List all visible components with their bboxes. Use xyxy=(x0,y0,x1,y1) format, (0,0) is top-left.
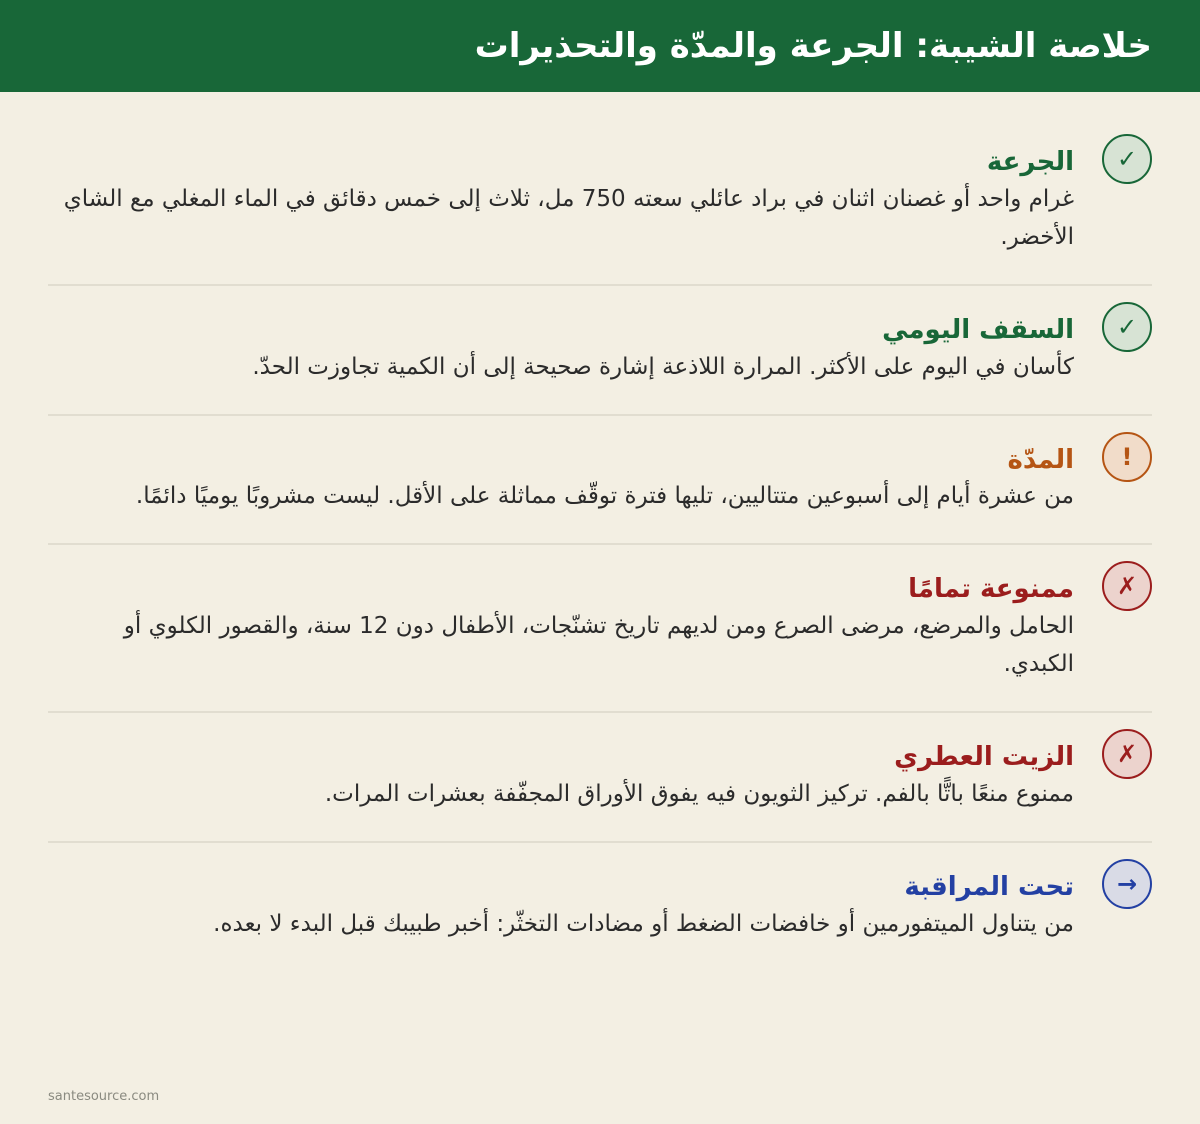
list-item xyxy=(48,300,1152,416)
item-content xyxy=(213,857,1074,943)
check-icon: ✓ xyxy=(1102,302,1152,352)
item-content xyxy=(252,300,1074,386)
item-text: كأسان في اليوم على الأكثر. المرارة اللاذعة إشارة صحيحة إلى أن الكمية تجاوزت الحدّ. xyxy=(252,353,1074,380)
item-content xyxy=(325,727,1074,813)
item-text: الحامل والمرضع، مرضى الصرع ومن لديهم تاريخ تشنّجات، الأطفال دون 12 سنة، والقصور الكلوي أو الكبدي. xyxy=(123,613,1074,678)
cross-icon: ✗ xyxy=(1102,729,1152,779)
page-title: خلاصة الشيبة: الجرعة والمدّة والتحذيرات xyxy=(474,26,1152,66)
list-item xyxy=(48,727,1152,843)
item-content xyxy=(60,559,1074,683)
list-item xyxy=(48,559,1152,713)
item-title: ممنوعة تمامًا xyxy=(908,574,1074,605)
list-item xyxy=(48,857,1152,971)
cross-icon: ✗ xyxy=(1102,561,1152,611)
item-content xyxy=(136,430,1074,516)
item-title: السقف اليومي xyxy=(882,314,1074,345)
item-text: من عشرة أيام إلى أسبوعين متتاليين، تليها فترة توقّف مماثلة على الأقل. ليست مشروبًا يوميًا دائمًا. xyxy=(135,483,1074,510)
list-item xyxy=(48,430,1152,546)
item-title: الزيت العطري xyxy=(894,742,1074,773)
header-bar xyxy=(0,0,1200,92)
item-text: ممنوع منعًا باتًّا بالفم. تركيز الثويون فيه يفوق الأوراق المجفّفة بعشرات المرات. xyxy=(324,780,1074,807)
list-item xyxy=(48,132,1152,286)
summary-list xyxy=(48,92,1152,971)
exclamation-icon: ! xyxy=(1102,432,1152,482)
check-icon: ✓ xyxy=(1102,134,1152,184)
item-title: تحت المراقبة xyxy=(904,871,1074,902)
item-title: المدّة xyxy=(1007,444,1074,475)
arrow-icon: → xyxy=(1102,859,1152,909)
source-footer: santesource.com xyxy=(48,1089,160,1104)
item-text: من يتناول الميتفورمين أو خافضات الضغط أو مضادات التخثّر: أخبر طبيبك قبل البدء لا بعده. xyxy=(213,910,1074,937)
item-text: غرام واحد أو غصنان اثنان في براد عائلي سعته 750 مل، ثلاث إلى خمس دقائق في الماء المغلي مع الشاي الأخضر. xyxy=(63,185,1074,250)
item-title: الجرعة xyxy=(986,147,1074,177)
item-content xyxy=(60,132,1074,256)
